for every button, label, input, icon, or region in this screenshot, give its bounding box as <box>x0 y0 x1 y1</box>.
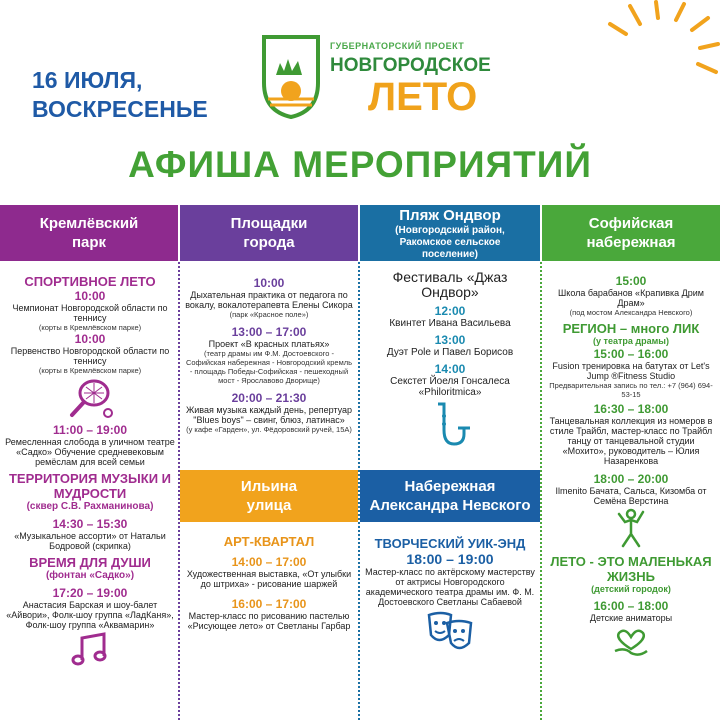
logo-project: ГУБЕРНАТОРСКИЙ ПРОЕКТ <box>330 41 465 51</box>
event-time: 10:00 <box>74 289 106 303</box>
music-territory-title: ТЕРРИТОРИЯ МУЗЫКИ И МУДРОСТИ <box>8 471 172 501</box>
event-time: 18:00 – 19:00 <box>406 551 494 567</box>
col2-content <box>184 276 354 434</box>
dancer-icon <box>613 508 649 548</box>
event-time: 17:20 – 19:00 <box>52 586 128 600</box>
art-quarter-title: АРТ-КВАРТАЛ <box>223 534 315 549</box>
event-desc: Дыхательная практика от педагога по вокалу, вокалотерапевта Елены Сикора <box>185 290 353 310</box>
col2b-header <box>180 470 358 522</box>
event-desc: Чемпионат Новгородской области по теннису <box>12 303 168 323</box>
event-time: 15:00 <box>615 274 647 288</box>
col4-header <box>542 205 720 261</box>
event-time: 14:00 <box>434 362 466 376</box>
soul-time-title: ВРЕМЯ ДЛЯ ДУШИ <box>29 555 151 570</box>
col3b-header-label: Набережная Александра Невского <box>369 478 531 514</box>
page-title: АФИША МЕРОПРИЯТИЙ <box>128 144 592 185</box>
col1-header-label: Кремлёвский парк <box>39 215 139 251</box>
section-place: (сквер С.В. Рахманинова) <box>26 501 154 512</box>
event-desc: Мастер-класс по рисованию пастелью «Рисующее лето» от Светланы Гарбар <box>187 611 351 631</box>
col3-header-label: Пляж Ондвор <box>399 206 501 224</box>
col3-content <box>364 270 536 452</box>
col1-content <box>4 274 176 670</box>
event-desc: Ремесленная слобода в уличном театре «Садко» Обучение средневековым ремёслам для всей семьи <box>5 437 175 467</box>
event-desc: Мастер-класс по актёрскому мастерству от актрисы Новгородского академического театра драмы им. Ф. М. Достоевского Светланы Сабаевой <box>365 567 535 607</box>
logo <box>258 33 491 123</box>
event-time: 16:00 – 18:00 <box>593 599 669 613</box>
col2b-content <box>184 534 354 631</box>
logo-name: НОВГОРОДСКОЕ <box>330 55 491 76</box>
music-note-icon <box>68 632 112 668</box>
col3-header <box>360 205 540 261</box>
event-note: Предварительная запись по тел.: +7 (964) 694-53-15 <box>549 381 713 399</box>
summer-life-title: ЛЕТО - ЭТО МАЛЕНЬКАЯ ЖИЗНЬ <box>550 554 712 584</box>
event-time: 14:30 – 15:30 <box>52 517 128 531</box>
creative-weekend-title: ТВОРЧЕСКИЙ УИК-ЭНД <box>374 536 526 551</box>
event-desc: Проект «В красных платьях» <box>208 339 330 349</box>
event-place: (корты в Кремлёвском парке) <box>38 323 142 332</box>
event-time: 11:00 – 19:00 <box>52 423 128 437</box>
event-desc: Секстет Йоеля Гонсалеса «Philoritmica» <box>390 376 510 398</box>
hand-heart-icon <box>611 625 651 659</box>
event-desc: Художественная выставка, «От улыбки до штриха» - рисование шаржей <box>186 569 352 589</box>
col3b-content <box>364 536 536 655</box>
festival-title: Фестиваль «Джаз Ондвор» <box>392 269 508 300</box>
event-desc: Живая музыка каждый день, репертуар "Blues boys" – свинг, блюз, латинас» <box>185 405 353 425</box>
col2-header-label: Площадки города <box>230 215 308 251</box>
col4-header-label: Софийская набережная <box>586 215 676 251</box>
event-desc: Fusion тренировка на батутах от Let's Jump ®Fitness Studio <box>552 361 710 381</box>
event-time: 10:00 <box>253 276 285 290</box>
section-place: (фонтан «Садко») <box>45 570 135 581</box>
event-time: 12:00 <box>434 304 466 318</box>
event-place: (театр драмы им Ф.М. Достоевского - Софийская набережная - Новгородский кремль - площадь Победы-Софийская - пешеходный мост - Ярославово Дворище) <box>185 349 353 385</box>
col3-header-sub: (Новгородский район, Ракомское сельское поселение) <box>395 224 505 260</box>
event-time: 13:00 <box>434 333 466 347</box>
saxophone-icon <box>428 400 472 450</box>
col1-header <box>0 205 178 261</box>
event-desc: Первенство Новгородской области по теннису <box>10 346 170 366</box>
col4-content <box>546 274 716 661</box>
col2b-header-label: Ильина улица <box>240 478 298 514</box>
event-time: 16:00 – 17:00 <box>231 597 307 611</box>
event-time: 16:30 – 18:00 <box>593 402 669 416</box>
event-time: 18:00 – 20:00 <box>593 472 669 486</box>
event-place: (корты в Кремлёвском парке) <box>38 366 142 375</box>
date-day: 16 ИЮЛЯ, <box>32 67 143 93</box>
event-time: 15:00 – 16:00 <box>593 347 669 361</box>
event-desc: Школа барабанов «Крапивка Дрим Драм» <box>558 288 704 308</box>
novgorod-emblem-icon <box>258 33 324 119</box>
date-weekday: ВОСКРЕСЕНЬЕ <box>32 96 208 122</box>
event-place: (у кафе «Гарден», ул. Фёдоровский ручей, 15А) <box>186 425 352 434</box>
event-desc: Дуэт Pole и Павел Борисов <box>386 347 514 358</box>
region-title: РЕГИОН – много ЛИК <box>562 321 700 336</box>
tennis-racket-icon <box>64 377 116 421</box>
event-time: 14:00 – 17:00 <box>231 555 307 569</box>
section-place: (у театра драмы) <box>593 336 669 346</box>
event-desc: «Музыкальное ассорти» от Натальи Бодровой (скрипка) <box>14 531 166 551</box>
event-desc: Квинтет Ивана Васильева <box>389 318 511 329</box>
event-desc: Анастасия Барская и шоу-балет «Айвори», Фолк-шоу группа «ЛадКаня», Фолк-шоу группа «Аквамарин» <box>6 600 174 630</box>
sport-summer-title: СПОРТИВНОЕ ЛЕТО <box>24 274 156 289</box>
col2-header <box>180 205 358 261</box>
sun-rays-icon <box>600 0 720 90</box>
event-date <box>32 66 208 124</box>
separator <box>540 262 544 720</box>
event-desc: Ilmenito Бачата, Сальса, Кизомба от Семёна Верстина <box>555 486 707 506</box>
event-desc: Танцевальная коллекция из номеров в стиле Трайбл, мастер-класс по Трайбл танцу от танцевальной студии «Мохито», руководитель – Юлия Назаренкова <box>549 416 713 466</box>
event-place: (под мостом Александра Невского) <box>569 308 693 317</box>
logo-summer: ЛЕТО <box>368 75 478 119</box>
section-place: (детский городок) <box>591 584 671 594</box>
theater-masks-icon <box>425 609 475 653</box>
event-time: 10:00 <box>74 332 106 346</box>
event-place: (парк «Красное поле») <box>229 310 309 319</box>
event-desc: Детские аниматоры <box>589 613 673 623</box>
col3b-header <box>360 470 540 522</box>
event-time: 20:00 – 21:30 <box>231 391 307 405</box>
event-time: 13:00 – 17:00 <box>231 325 307 339</box>
